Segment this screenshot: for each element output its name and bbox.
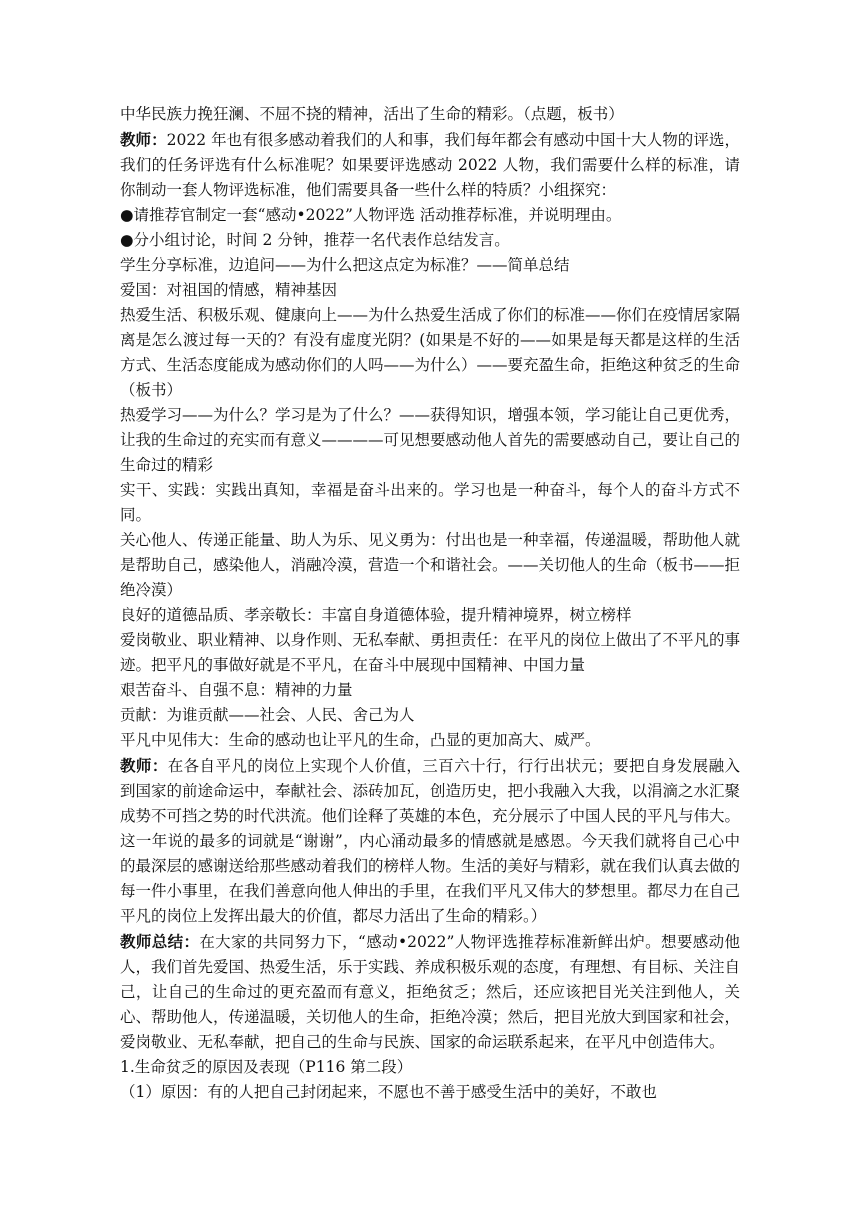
paragraph: [120, 478, 740, 528]
paragraph: [120, 753, 740, 829]
paragraph: [120, 403, 740, 478]
paragraph: [120, 303, 740, 403]
paragraph: [120, 603, 740, 628]
paragraph-text: 良好的道德品质、孝亲敬长：丰富自身道德体验，提升精神境界，树立榜样: [120, 606, 632, 624]
paragraph-text: 实干、实践：实践出真知，幸福是奋斗出来的。学习也是一种奋斗，每个人的奋斗方式不同。: [120, 481, 740, 524]
paragraph: [120, 278, 740, 303]
paragraph-text: （1）原因：有的人把自己封闭起来，不愿也不善于感受生活中的美好，不敢也: [120, 1083, 657, 1101]
paragraph-text: 爱国：对祖国的情感，精神基因: [120, 281, 338, 299]
paragraph-text: 学生分享标准，边追问——为什么把这点定为标准？——简单总结: [120, 256, 570, 274]
speaker-label: 教师：: [120, 130, 167, 149]
paragraph-text: 1.生命贫乏的原因及表现（P116 第二段）: [120, 1058, 413, 1076]
paragraph-text: 关心他人、传递正能量、助人为乐、见义勇为：付出也是一种幸福，传递温暖，帮助他人就是帮助自己，感染他人，消融冷漠，营造一个和谐社会。——关切他人的生命（板书——拒绝冷漠）: [120, 531, 741, 599]
paragraph-text: ●分小组讨论，时间 2 分钟，推荐一名代表作总结发言。: [120, 231, 510, 249]
paragraph: [120, 678, 740, 703]
speaker-label: 教师总结：: [120, 932, 200, 951]
paragraph-text: 中华民族力挽狂澜、不屈不挠的精神，活出了生命的精彩。（点题，板书）: [120, 105, 624, 123]
paragraph: [120, 728, 740, 753]
paragraph: [120, 703, 740, 728]
paragraph: [120, 127, 740, 203]
paragraph: [120, 1080, 740, 1105]
paragraph: [120, 929, 740, 1055]
paragraph-text: 这一年说的最多的词就是“谢谢”，内心涌动最多的情感就是感恩。今天我们就将自己心中的最深层的感谢送给那些感动着我们的榜样人物。生活的美好与精彩，就在我们认真去做的每一件小事里，在我们善意向他人伸出的手里，在我们平凡又伟大的梦想里。都尽力在自己平凡的岗位上发挥出最大的价值，都尽力活出了生命的精彩。）: [120, 832, 741, 925]
paragraph: [120, 253, 740, 278]
paragraph-text: ●请推荐官制定一套“感动•2022”人物评选 活动推荐标准，并说明理由。: [120, 206, 622, 224]
section-heading: [120, 1055, 740, 1080]
paragraph: [120, 528, 740, 603]
paragraph-text: 艰苦奋斗、自强不息：精神的力量: [120, 681, 353, 699]
paragraph: [120, 102, 740, 127]
document-page: [120, 102, 740, 1105]
paragraph-text: 爱岗敬业、职业精神、以身作则、无私奉献、勇担责任：在平凡的岗位上做出了不平凡的事迹。把平凡的事做好就是不平凡，在奋斗中展现中国精神、中国力量: [120, 631, 741, 674]
paragraph-text: 贡献：为谁贡献——社会、人民、舍己为人: [120, 706, 415, 724]
paragraph-text: 在各自平凡的岗位上实现个人价值，三百六十行，行行出状元；要把自身发展融入到国家的前途命运中，奉献社会、添砖加瓦，创造历史，把小我融入大我，以涓滴之水汇聚成势不可挡之势的时代洪流。他们诠释了英雄的本色，充分展示了中国人民的平凡与伟大。: [120, 757, 741, 825]
paragraph-text: 热爱学习——为什么？学习是为了什么？——获得知识，增强本领，学习能让自己更优秀，让我的生命过的充实而有意义————可见想要感动他人首先的需要感动自己，要让自己的生命过的精彩: [120, 406, 741, 474]
bullet-item: [120, 228, 740, 253]
paragraph-text: 2022 年也有很多感动着我们的人和事，我们每年都会有感动中国十大人物的评选，我们的任务评选有什么标准呢？如果要评选感动 2022 人物，我们需要什么样的标准，请你制动一套人物评选标准，他们需要具备一些什么样的特质？小组探究：: [120, 131, 740, 199]
paragraph-text: 热爱生活、积极乐观、健康向上——为什么热爱生活成了你们的标准——你们在疫情居家隔离是怎么渡过每一天的？有没有虚度光阴？(如果是不好的——如果是每天都是这样的生活方式、生活态度能成为感动你们的人吗——为什么）——要充盈生命，拒绝这种贫乏的生命（板书）: [120, 306, 741, 399]
speaker-label: 教师：: [120, 756, 168, 775]
paragraph: [120, 829, 740, 929]
paragraph: [120, 628, 740, 678]
bullet-item: [120, 203, 740, 228]
paragraph-text: 在大家的共同努力下，“感动•2022”人物评选推荐标准新鲜出炉。想要感动他人，我们首先爱国、热爱生活，乐于实践、养成积极乐观的态度，有理想、有目标、关注自己，让自己的生命过的更充盈而有意义，拒绝贫乏；然后，还应该把目光关注到他人，关心、帮助他人，传递温暖，关切他人的生命，拒绝冷漠；然后，把目光放大到国家和社会，爱岗敬业、无私奉献，把自己的生命与民族、国家的命运联系起来，在平凡中创造伟大。: [120, 933, 741, 1051]
paragraph-text: 平凡中见伟大：生命的感动也让平凡的生命，凸显的更加高大、威严。: [120, 731, 601, 749]
